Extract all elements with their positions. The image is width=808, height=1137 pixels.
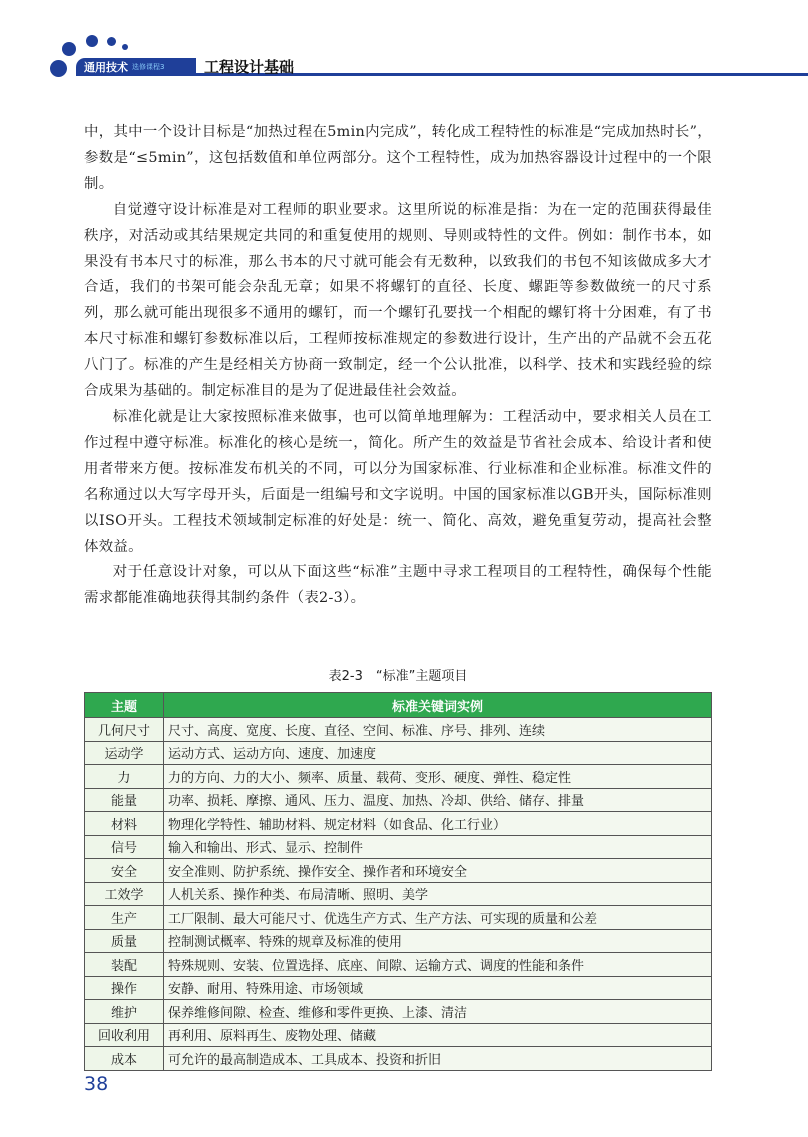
paragraph-1: 中，其中一个设计目标是“加热过程在5min内完成”，转化成工程特性的标准是“完成加热时长”，参数是“≤5min”，这包括数值和单位两部分。这个工程特性，成为加热容器设计过程中的一个限制。 (84, 124, 712, 192)
table-row (85, 1047, 712, 1071)
table-row (85, 788, 712, 812)
table-row (85, 718, 712, 742)
row-subject: 能量 (85, 788, 164, 812)
table-row (85, 976, 712, 1000)
row-subject: 信号 (85, 835, 164, 859)
page-header (0, 0, 808, 100)
standards-theme-table (84, 692, 712, 1071)
decor-dot-medium (62, 42, 76, 56)
row-keywords: 特殊规则、安装、位置选择、底座、间隙、运输方式、调度的性能和条件 (164, 953, 712, 977)
row-subject: 操作 (85, 976, 164, 1000)
body-text (84, 120, 712, 612)
decor-dot-medium-2 (86, 35, 98, 47)
page-number: 38 (84, 1073, 109, 1095)
table-row (85, 906, 712, 930)
table-header-subject: 主题 (85, 693, 164, 718)
book-tab (76, 58, 196, 76)
decor-dot-small (107, 37, 116, 46)
decor-dot-large (50, 60, 67, 77)
paragraph-3: 标准化就是让大家按照标准来做事，也可以简单地理解为：工程活动中，要求相关人员在工作过程中遵守标准。标准化的核心是统一，简化。所产生的效益是节省社会成本、给设计者和使用者带来方便。按标准发布机关的不同，可以分为国家标准、行业标准和企业标准。标准文件的名称通过以大写字母开头，后面是一组编号和文字说明。中国的国家标准以GB开头，国际标准则以ISO开头。工程技术领域制定标准的好处是：统一、简化、高效，避免重复劳动，提高社会整体效益。 (84, 408, 712, 555)
row-keywords: 保养维修间隙、检查、维修和零件更换、上漆、清洁 (164, 1000, 712, 1024)
row-keywords: 工厂限制、最大可能尺寸、优选生产方式、生产方法、可实现的质量和公差 (164, 906, 712, 930)
table-row (85, 835, 712, 859)
row-subject: 回收利用 (85, 1023, 164, 1047)
table-row (85, 812, 712, 836)
row-subject: 运动学 (85, 741, 164, 765)
row-subject: 力 (85, 765, 164, 789)
decor-dot-tiny (122, 44, 128, 50)
row-subject: 几何尺寸 (85, 718, 164, 742)
table-row (85, 765, 712, 789)
row-keywords: 力的方向、力的大小、频率、质量、载荷、变形、硬度、弹性、稳定性 (164, 765, 712, 789)
row-keywords: 再利用、原料再生、废物处理、储藏 (164, 1023, 712, 1047)
table-row (85, 929, 712, 953)
table-caption: 表2-3 “标准”主题项目 (328, 669, 468, 684)
table-row (85, 859, 712, 883)
row-subject: 成本 (85, 1047, 164, 1071)
table-row (85, 1000, 712, 1024)
row-keywords: 可允许的最高制造成本、工具成本、投资和折旧 (164, 1047, 712, 1071)
table-row (85, 882, 712, 906)
row-keywords: 物理化学特性、辅助材料、规定材料（如食品、化工行业） (164, 812, 712, 836)
row-keywords: 控制测试概率、特殊的规章及标准的使用 (164, 929, 712, 953)
row-subject: 工效学 (85, 882, 164, 906)
paragraph-2: 自觉遵守设计标准是对工程师的职业要求。这里所说的标准是指：为在一定的范围获得最佳秩序，对活动或其结果规定共同的和重复使用的规则、导则或特性的文件。例如：制作书本，如果没有书本尺寸的标准，那么书本的尺寸就可能会有无数种，以致我们的书包不知该做成多大才合适，我们的书架可能会杂乱无章；如果不将螺钉的直径、长度、螺距等参数做统一的尺寸系列，那么就可能出现很多不通用的螺钉，而一个螺钉孔要找一个相配的螺钉将十分困难，有了书本尺寸标准和螺钉参数标准以后，工程师按标准规定的参数进行设计，生产出的产品就不会五花八门了。标准的产生是经相关方协商一致制定，经一个公认批准，以科学、技术和实践经验的综合成果为基础的。制定标准目的是为了促进最佳社会效益。 (84, 201, 712, 400)
table-header-row (85, 693, 712, 718)
row-subject: 维护 (85, 1000, 164, 1024)
row-subject: 安全 (85, 859, 164, 883)
book-name: 通用技术 (84, 61, 128, 74)
row-subject: 质量 (85, 929, 164, 953)
chapter-title: 工程设计基础 (204, 58, 295, 76)
table-row (85, 741, 712, 765)
table-header-keywords: 标准关键词实例 (164, 693, 712, 718)
book-series: 选修课程3 (132, 63, 165, 71)
row-keywords: 功率、损耗、摩擦、通风、压力、温度、加热、冷却、供给、储存、排量 (164, 788, 712, 812)
table-row (85, 953, 712, 977)
row-keywords: 安静、耐用、特殊用途、市场领域 (164, 976, 712, 1000)
paragraph-4: 对于任意设计对象，可以从下面这些“标准”主题中寻求工程项目的工程特性，确保每个性能需求都能准确地获得其制约条件（表2-3）。 (84, 564, 712, 607)
row-keywords: 尺寸、高度、宽度、长度、直径、空间、标准、序号、排列、连续 (164, 718, 712, 742)
row-keywords: 输入和输出、形式、显示、控制件 (164, 835, 712, 859)
row-subject: 装配 (85, 953, 164, 977)
row-subject: 生产 (85, 906, 164, 930)
table-row (85, 1023, 712, 1047)
row-keywords: 人机关系、操作种类、布局清晰、照明、美学 (164, 882, 712, 906)
row-keywords: 安全准则、防护系统、操作安全、操作者和环境安全 (164, 859, 712, 883)
row-keywords: 运动方式、运动方向、速度、加速度 (164, 741, 712, 765)
row-subject: 材料 (85, 812, 164, 836)
